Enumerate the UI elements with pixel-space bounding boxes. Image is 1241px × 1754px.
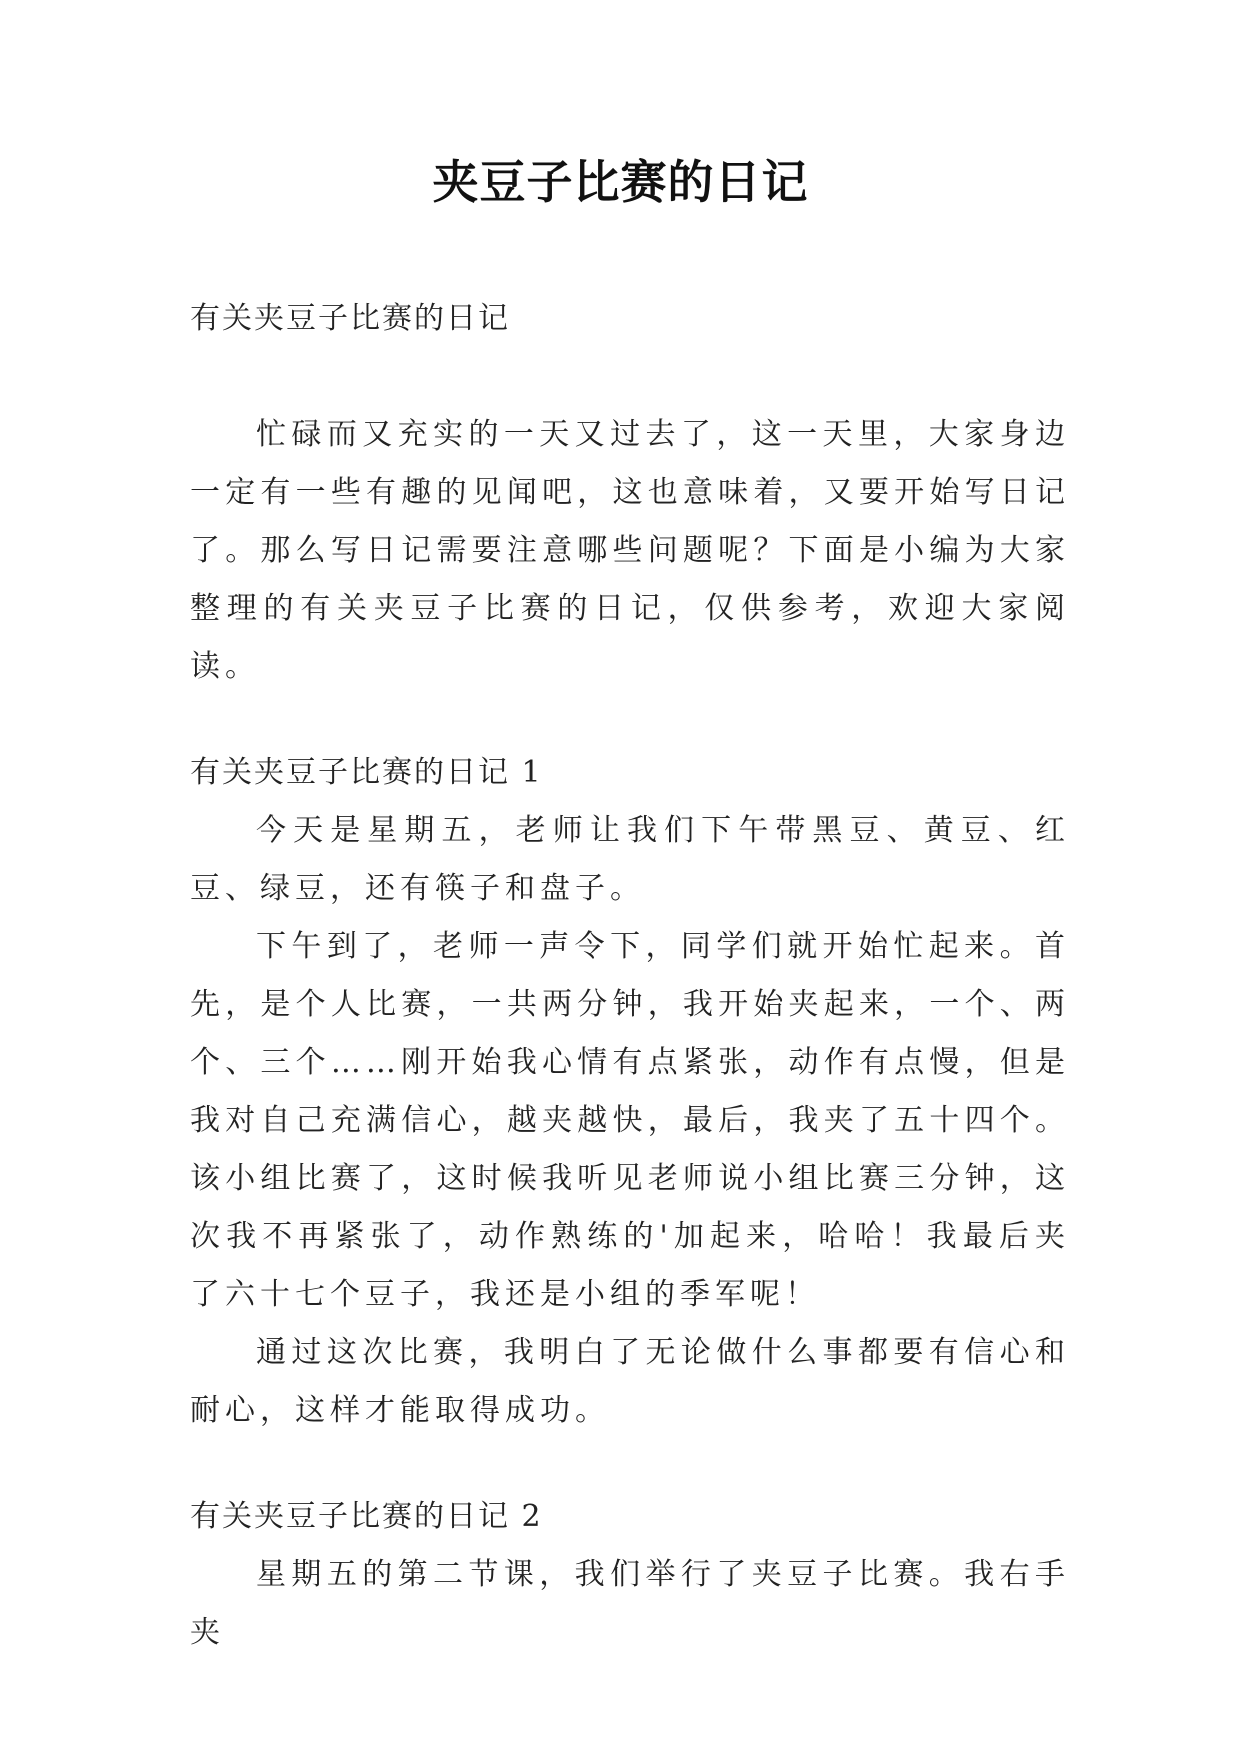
- section-heading: 有关夹豆子比赛的日记 1: [190, 755, 543, 790]
- section-paragraph: 星期五的第二节课，我们举行了夹豆子比赛。我右手夹: [190, 1557, 1070, 1650]
- section-paragraph: 下午到了，老师一声令下，同学们就开始忙起来。首先，是个人比赛，一共两分钟，我开始夹起来，一个、两个、三个……刚开始我心情有点紧张，动作有点慢，但是我对自己充满信心，越夹越快，最后，我夹了五十四个。该小组比赛了，这时候我听见老师说小组比赛三分钟，这次我不再紧张了，动作熟练的'加起来，哈哈！我最后夹了六十七个豆子，我还是小组的季军呢！: [190, 929, 1070, 1312]
- intro-heading: 有关夹豆子比赛的日记: [190, 301, 510, 336]
- intro-paragraph: 忙碌而又充实的一天又过去了，这一天里，大家身边一定有一些有趣的见闻吧，这也意味着，又要开始写日记了。那么写日记需要注意哪些问题呢？下面是小编为大家整理的有关夹豆子比赛的日记，仅供参考，欢迎大家阅读。: [190, 417, 1070, 684]
- spacer: [190, 696, 1070, 744]
- spacer: [190, 348, 1070, 406]
- document-title: 夹豆子比赛的日记: [432, 155, 809, 209]
- section-paragraph: 今天是星期五，老师让我们下午带黑豆、黄豆、红豆、绿豆，还有筷子和盘子。: [190, 813, 1070, 906]
- document-body: [190, 290, 1070, 1662]
- section-2: [190, 1488, 1070, 1662]
- section-paragraph: 通过这次比赛，我明白了无论做什么事都要有信心和耐心，这样才能取得成功。: [190, 1335, 1070, 1428]
- section-heading: 有关夹豆子比赛的日记 2: [190, 1499, 543, 1534]
- spacer: [190, 1440, 1070, 1488]
- section-1: [190, 744, 1070, 1440]
